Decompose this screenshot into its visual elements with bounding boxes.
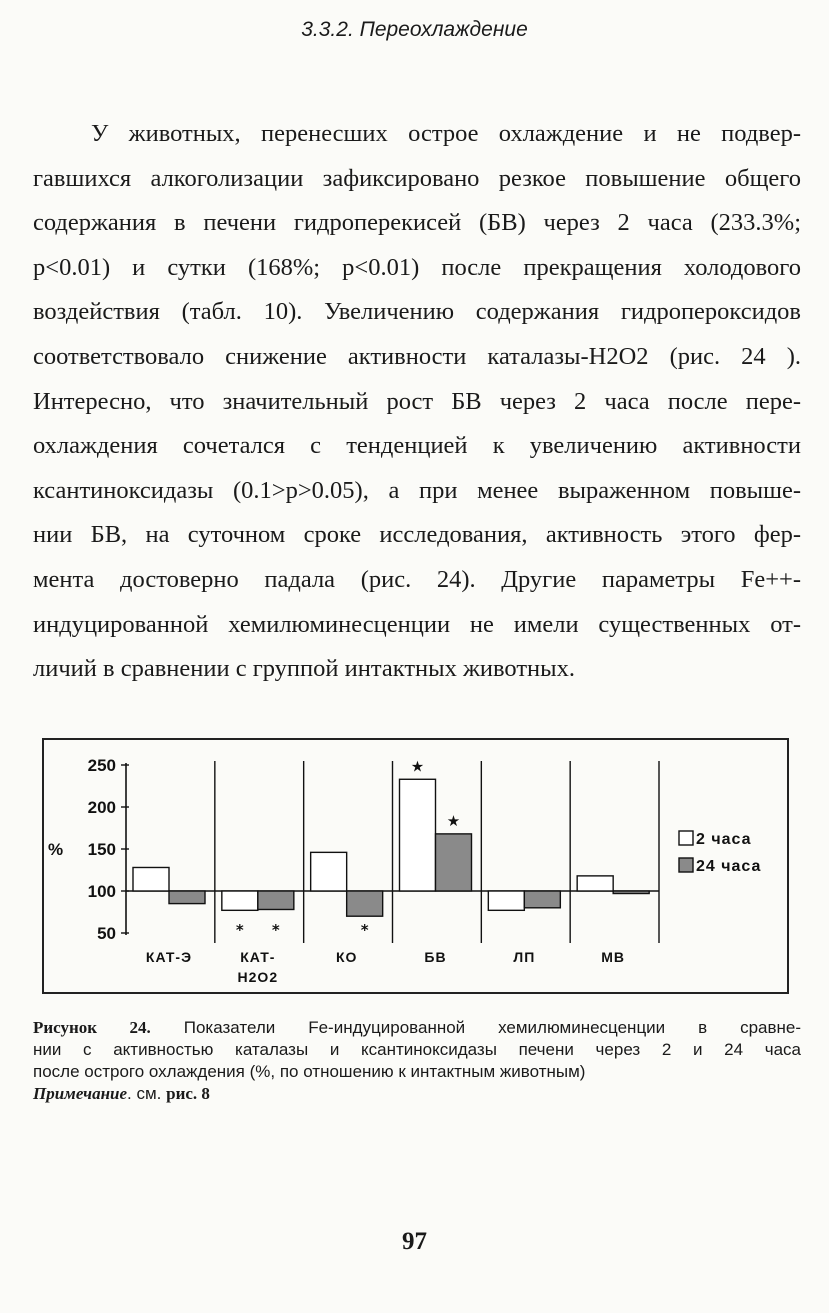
significance-mark: ★ bbox=[410, 757, 425, 776]
x-category-label: КАТ- bbox=[240, 949, 276, 965]
paragraph-line: ксантиноксидазы (0.1>p>0.05), а при менее выраженном повыше- bbox=[33, 476, 801, 504]
paragraph-line: содержания в печени гидроперекисей (БВ) через 2 часа (233.3%; bbox=[33, 209, 801, 237]
bar-2h bbox=[577, 876, 613, 891]
body-paragraph bbox=[33, 112, 801, 692]
caption-line bbox=[33, 1017, 801, 1039]
paragraph-line: воздействия (табл. 10). Увеличению содержания гидропероксидов bbox=[33, 298, 801, 326]
caption-line bbox=[33, 1039, 801, 1061]
significance-mark: ★ bbox=[446, 811, 461, 830]
paragraph-line: охлаждения сочетался с тенденцией к увеличению активности bbox=[33, 432, 801, 460]
bar-24h bbox=[169, 891, 205, 904]
bar-2h bbox=[400, 779, 436, 891]
paragraph-line: p<0.01) и сутки (168%; p<0.01) после прекращения холодового bbox=[33, 253, 801, 281]
y-tick-label: 150 bbox=[87, 840, 116, 859]
legend-swatch bbox=[679, 858, 693, 872]
x-category-label: H2O2 bbox=[237, 969, 279, 985]
figure-caption bbox=[33, 1017, 801, 1105]
paragraph-line: нии БВ, на суточном сроке исследования, активность этого фер- bbox=[33, 521, 801, 549]
x-category-label: КО bbox=[335, 949, 358, 965]
bar-24h bbox=[347, 891, 383, 916]
caption-note-ref: рис. 8 bbox=[166, 1084, 210, 1103]
paragraph-line: гавшихся алкоголизации зафиксировано резкое повышение общего bbox=[33, 164, 801, 192]
x-category-label: КАТ-Э bbox=[145, 949, 193, 965]
bar-24h bbox=[524, 891, 560, 908]
legend-label: 24 часа bbox=[696, 858, 762, 875]
bar-2h bbox=[133, 867, 169, 891]
caption-note-label: Примечание bbox=[33, 1084, 128, 1103]
bar-2h bbox=[311, 852, 347, 891]
x-category-label: БВ bbox=[424, 949, 447, 965]
y-axis-label: % bbox=[48, 840, 64, 859]
running-header: 3.3.2. Переохлаждение bbox=[301, 18, 528, 41]
paragraph-line: личий в сравнении с группой интактных животных. bbox=[33, 655, 576, 683]
caption-text: Показатели Fe-индуцированной хемилюминесценции в сравне- bbox=[150, 1018, 802, 1037]
caption-figure-label: Рисунок 24. bbox=[33, 1018, 151, 1037]
x-category-label: ЛП bbox=[513, 949, 536, 965]
y-tick-label: 200 bbox=[87, 798, 116, 817]
bar-24h bbox=[613, 891, 649, 894]
caption-note-line bbox=[33, 1083, 801, 1105]
caption-line bbox=[33, 1061, 801, 1083]
paragraph-line: соответствовало снижение активности каталазы-H2O2 (рис. 24 ). bbox=[33, 342, 801, 370]
paragraph-line: Интересно, что значительный рост БВ через 2 часа после пере- bbox=[33, 387, 801, 415]
caption-note-text: . см. bbox=[127, 1084, 167, 1103]
y-tick-label: 50 bbox=[97, 924, 116, 943]
y-tick-label: 100 bbox=[87, 882, 116, 901]
paragraph-line: У животных, перенесших острое охлаждение и не подвер- bbox=[91, 120, 801, 147]
bar-24h bbox=[258, 891, 294, 909]
page-number: 97 bbox=[402, 1228, 427, 1255]
caption-text: нии с активностью каталазы и ксантиноксидазы печени через 2 и 24 часа bbox=[33, 1040, 801, 1059]
bar-chart-svg bbox=[44, 740, 787, 992]
caption-text: после острого охлаждения (%, по отношению к интактным животным) bbox=[33, 1062, 586, 1081]
significance-mark: * bbox=[271, 921, 280, 939]
paragraph-line: мента достоверно падала (рис. 24). Другие параметры Fe++- bbox=[33, 565, 801, 593]
significance-mark: * bbox=[235, 921, 244, 939]
x-category-label: МВ bbox=[601, 949, 626, 965]
figure-24-chart bbox=[42, 738, 789, 994]
paragraph-line: индуцированной хемилюминесценции не имели существенных от- bbox=[33, 610, 801, 638]
bar-24h bbox=[436, 834, 472, 891]
bar-2h bbox=[488, 891, 524, 910]
legend-swatch bbox=[679, 831, 693, 845]
bar-2h bbox=[222, 891, 258, 910]
significance-mark: * bbox=[360, 921, 369, 939]
y-tick-label: 250 bbox=[87, 756, 116, 775]
legend-label: 2 часа bbox=[696, 831, 752, 848]
